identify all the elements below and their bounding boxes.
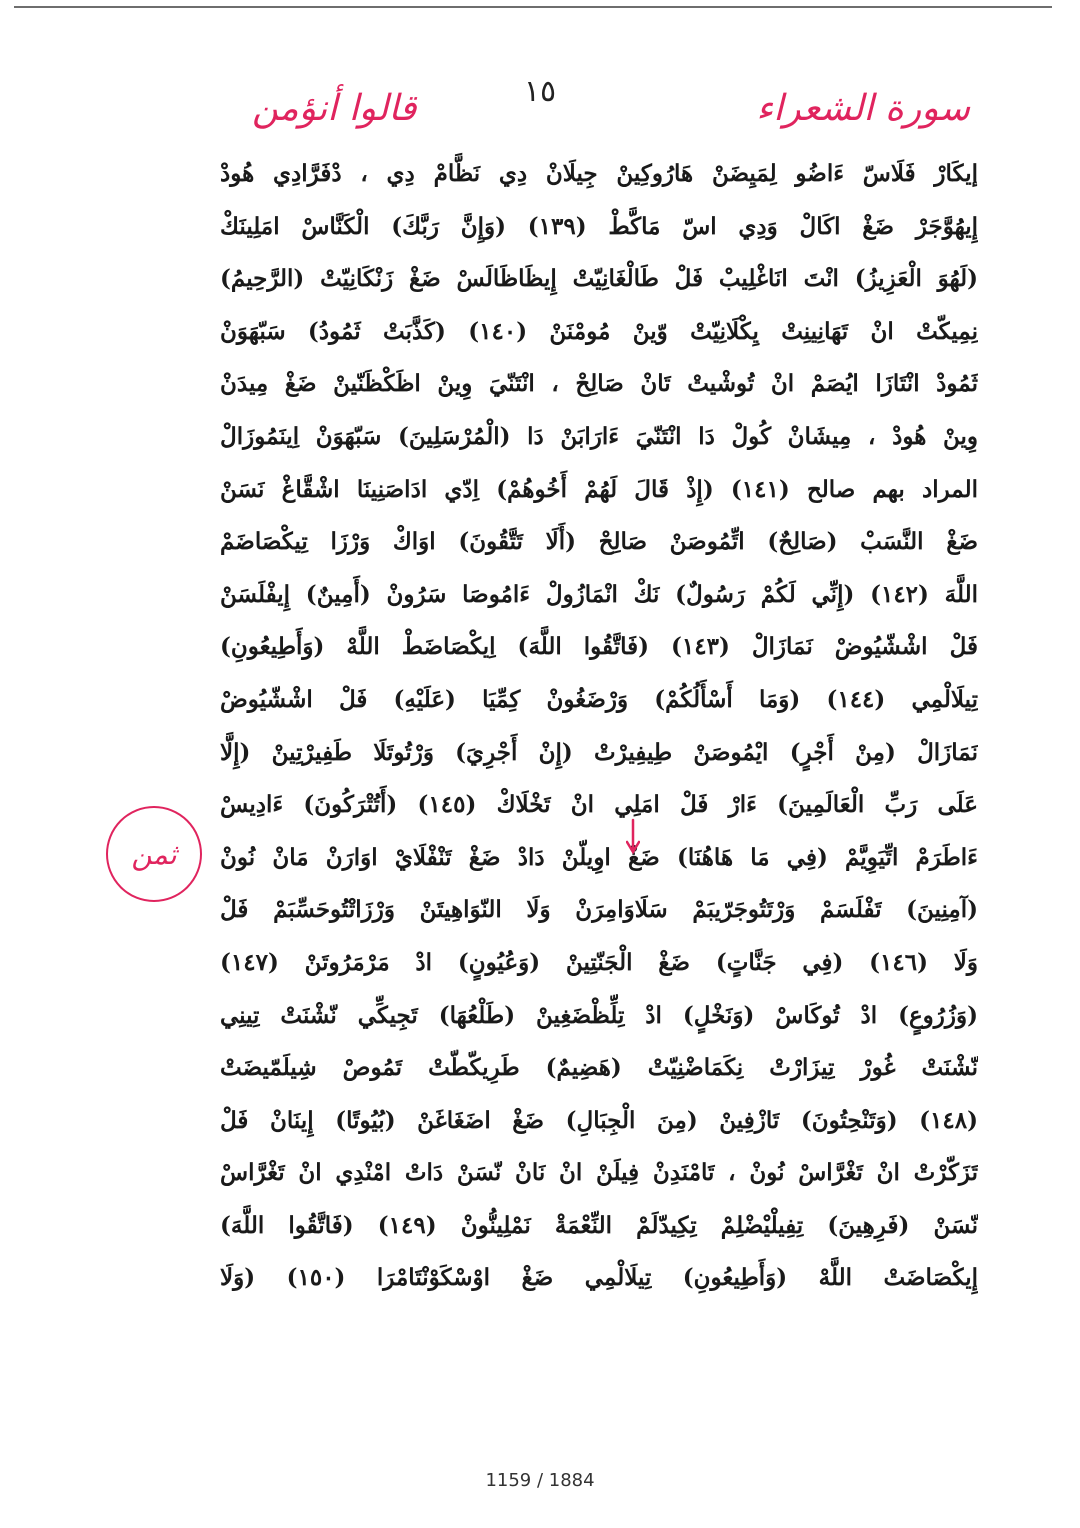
text-line: تَزَكّرْتْ انْ تَغْرَّاسْ نُونْ ، تَامْنَدِنْ فِيلَنْ انْ نَانْ نّسَنْ دَاتْ امْنْدِي انْ تَغْرَّاسْ xyxy=(220,1159,978,1187)
text-line: اللَّهَ (١٤٢) (إِنِّي لَكُمْ رَسُولٌ) نَكْ انْمَازُولْ ءَامُوصَا سَرُونْ (أَمِينٌ) إِيفْلَسَنْ xyxy=(220,580,978,608)
text-line: ضَغْ النَّسَبْ (صَالِحٌ) اتِّمُوصَنْ صَالِحْ (أَلَا تَتَّقُونَ) اوَاكْ وَرْزَا تِيكْصَاضَمْ xyxy=(220,528,978,556)
insert-mark-icon xyxy=(626,818,640,858)
text-line: إِيهُوَّجَرْ ضَغْ اكَالْ وَدِي اسّ مَاكَّطْ (١٣٩) (وَإِنَّ رَبَّكَ) الْكَنَّاسْ امَلِينَكْ xyxy=(220,212,978,240)
text-line: (آمِنِينَ) تَفْلَسَمْ وَرْتَتُوجَرّيبَمْ سَلَاوَامِرَنْ وَلَا النّوَاهِيتَنْ وَرْزَاتْتُوحَسِّبَمْ فَلْ xyxy=(220,896,978,924)
text-line: وَلَا (١٤٦) (فِي جَنَّاتٍ) ضَغْ الْجَنّتِينْ (وَعُيُونٍ) ادْ مَرْمَرُوتَنْ (١٤٧) xyxy=(220,948,978,976)
text-line: عَلَى رَبِّ الْعَالَمِينَ) ءَارْ فَلْ امَلِي انْ تَخْلَاكْ (١٤٥) (أَتُتْرَكُونَ) ءَادِيسْ xyxy=(220,791,978,819)
text-line: (لَهُوَ الْعَزِيزُ) انْتَ انَاغْلِيبْ فَلْ طَالْغَانِيّتْ إِيظَاظَالَسْ ضَغْ زَنْكَانِيّتْ (الرَّحِيمُ) xyxy=(220,265,978,293)
text-line: ثَمُودْ انْتَازَا ايُصَمْ انْ تُوشْيتْ تَانْ صَالِحْ ، انْتَنّيَ وِينْ اظَكْظَنّينْ ضَغْ مِيدَنْ xyxy=(220,370,978,398)
text-line: نِمِيكّتْ انْ تَهَانِينِتْ يِكْلَانِيّتْ وّينْ مُومْنَنْ (١٤٠) (كَذَّبَتْ ثَمُودُ) سَبّهَوَنْ xyxy=(220,317,978,345)
text-line: تِيلَالْمِي (١٤٤) (وَمَا أَسْأَلُكُمْ) وَرْضَغُونْ كِمِّيَا (عَلَيْهِ) فَلْ اشْشّيُوضْ xyxy=(220,685,978,713)
margin-note: ثمن xyxy=(131,837,177,871)
text-line: ءَاطَرَمْ اتِّيَوِيَّمْ (فِي مَا هَاهُنَا) ضَغْ اوِيلّنْ دَادْ ضَغْ تَنْفْلَايْ اوَارَنْ مَانْ نُونْ xyxy=(220,843,978,871)
text-line: (١٤٨) (وَتَنْحِتُونَ) تَازْفِينْ (مِنَ الْجِبَالِ) ضَغْ اضَغَاغَنْ (بُيُوتًا) إِينَانْ فَلْ xyxy=(220,1106,978,1134)
pagination-indicator: 1159 / 1884 xyxy=(485,1470,595,1491)
text-line: نّشْنَتْ غُورْ تِيزَارْتْ نِكَمَاضْنِيّتْ (هَضِيمٌ) طَرِيكّطّتْ تَمُوصْ شِيلَمّيضَتْ xyxy=(220,1054,978,1082)
quote-header-note: قالوا أنؤمن xyxy=(252,88,417,129)
text-line: (وَزُرُوعٍ) ادْ تُوكَاسْ (وَنَخْلٍ) ادْ تِلِّظْضَغِينْ (طَلْعُهَا) تَجِيكِّي نّشْنَتْ تِينِي xyxy=(220,1001,978,1029)
text-line: المراد بهم صالح (١٤١) (إِذْ قَالَ لَهُمْ أَخُوهُمْ) اِدّي ادَاصَنِينَا اشْقَّاغْ نَسَنْ xyxy=(220,475,978,503)
margin-circle-annotation xyxy=(106,806,202,902)
surah-title-note: سورة الشعراء xyxy=(756,88,970,129)
top-rule xyxy=(14,6,1052,8)
text-line: نَمَازَالْ (مِنْ أَجْرٍ) ايْمُوصَنْ طِيفِيرْتْ (إِنْ أَجْرِيَ) وَرْتُوتَلَا طَفِيرْتِينْ (إِلَّا xyxy=(220,738,978,766)
text-line: فَلْ اشْشّيُوضْ نَمَازَالْ (١٤٣) (فَاتَّقُوا اللَّهَ) اِيكْصَاضَطْ اللَّهْ (وَأَطِيعُونِ) xyxy=(220,633,978,661)
page-number: ١٥ xyxy=(523,74,557,109)
body-text xyxy=(220,148,978,1305)
text-line: إيكَارْ فَلَاسّ ءَاضُو لِمَيِضَنْ هَارُوكِينْ جِيلَانْ دِي نَظَّامْ دِي ، دْفَرَّادِي هُودْ xyxy=(220,160,978,187)
text-line: وِينْ هُودْ ، مِيشَانْ كُولْ دَا انْتَنّيَ ءَارَابَنْ دَا (الْمُرْسَلِينَ) سَبّهَوَنْ اِينَمُوزَالْ xyxy=(220,422,978,450)
text-line: إِيكْصَاضَتْ اللَّهْ (وَأَطِيعُونِ) تِيلَالْمِي ضَغْ اوْسْكَوْنْتَامْرَا (١٥٠) (وَلَا xyxy=(220,1264,978,1292)
text-line: نّسَنْ (فَرِهِينَ) تِفِيلْيْضْلِمْ تِكِيدّلَمْ النِّعْمَةْ نَمْلِينُّونْ (١٤٩) (فَاتَّقُوا اللَّهَ) xyxy=(220,1211,978,1239)
